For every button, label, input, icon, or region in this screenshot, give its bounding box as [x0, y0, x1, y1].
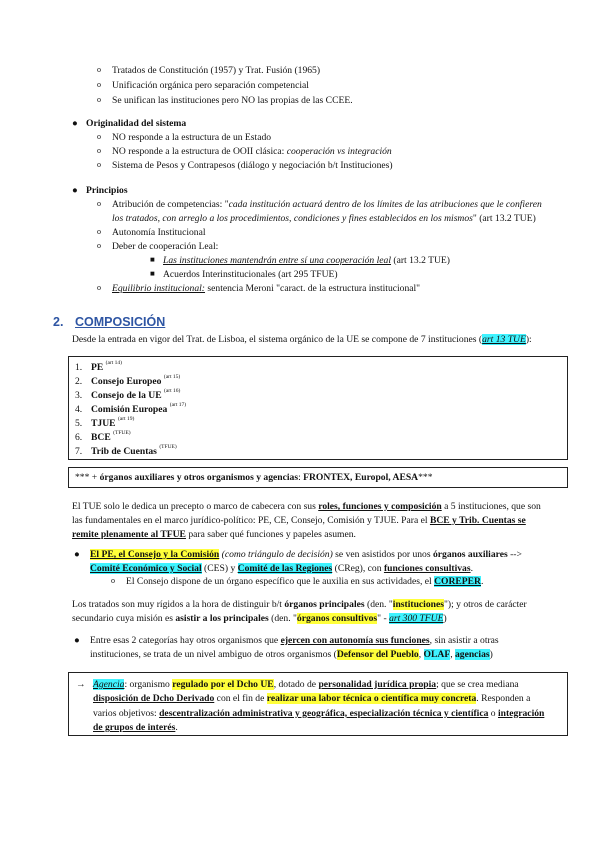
agencia-line: de grupos de interés. [93, 722, 178, 734]
list-item: o NO responde a la estructura de un Estado [97, 132, 272, 143]
institution-row: 3. Consejo de la UE $^{(art 16)}$ [75, 388, 181, 401]
list-item: o Tratados de Constitución (1957) y Trat. Fusión (1965) [97, 65, 321, 76]
list-item-continuation: instituciones, se trata de un nivel ambiguo de otros organismos (Defensor del Pueblo, OLAF, agencias) [90, 649, 493, 660]
intro-paragraph: Desde la entrada en vigor del Trat. de Lisboa, el sistema orgánico de la UE se compone de 7 instituciones (art 13 TUE): [72, 334, 532, 345]
arrow-right-icon: → [76, 679, 86, 690]
list-item: o Unificación orgánica pero separación competencial [97, 80, 309, 91]
institutions-box [68, 356, 568, 460]
bullet-circle: o [97, 80, 101, 89]
institution-row: 1. PE $^{(art 14)}$ [75, 360, 123, 373]
list-item-continuation: los tratados, con arreglo a los procedimientos, condiciones y fines establecidos en los mismos" (art 13.2 TUE) [112, 213, 536, 224]
list-item: o Equilibrio institucional: sentencia Meroni "caract. de la estructura institucional" [97, 283, 421, 294]
bullet-disc: ● [72, 118, 78, 129]
tue-paragraph-line: remite plenamente al TFUE para saber qué funciones y papeles asumen. [72, 529, 356, 540]
principios-heading: ● Principios [72, 185, 128, 196]
institution-row: 7. Trib de Cuentas $^{(TFUE)}$ [75, 444, 177, 457]
bullet-circle: o [97, 95, 101, 104]
list-item: o Atribución de competencias: "cada institución actuará dentro de los límites de las atribuciones que le confieren [97, 199, 542, 210]
agencia-line: disposición de Dcho Derivado con el fin de realizar una labor técnica o científica muy concreta. Responden a [93, 693, 531, 705]
section-heading: 2. COMPOSICIÓN [53, 315, 166, 329]
list-item: o NO responde a la estructura de OOII clásica: cooperación vs integración [97, 146, 392, 157]
bullet-disc: ● [74, 549, 80, 560]
institution-row: 5. TJUE $^{(art 19)}$ [75, 416, 135, 429]
tue-paragraph: El TUE solo le dedica un precepto o marco de cabecera con sus roles, funciones y composición a 5 instituciones, que son [72, 501, 541, 512]
list-item: o Deber de cooperación Leal: [97, 241, 219, 252]
auxiliary-bodies-box: *** + órganos auxiliares y otros organismos y agencias: FRONTEX, Europol, AESA*** [68, 467, 568, 488]
agencia-line: varios objetivos: descentralización administrativa y geográfica, especialización técnica y científica o integración [93, 707, 545, 719]
list-item: o Sistema de Pesos y Contrapesos (diálogo y negociación b/t Instituciones) [97, 160, 393, 171]
list-item-continuation: Comité Económico y Social (CES) y Comité de las Regiones (CReg), con funciones consultivas. [90, 563, 473, 574]
list-item: o Autonomía Institucional [97, 227, 206, 238]
list-item: o Se unifican las instituciones pero NO las propias de las CCEE. [97, 95, 353, 106]
list-item: ■ Acuerdos Interinstitucionales (art 295 TFUE) [150, 269, 338, 280]
institution-row: 6. BCE $^{(TFUE)}$ [75, 430, 131, 443]
list-item: ● Entre esas 2 categorías hay otros organismos que ejercen con autonomía sus funciones, sin asistir a otras [74, 635, 499, 646]
bullet-disc: ● [72, 185, 78, 196]
institution-row: 4. Comisión Europea $^{(art 17)}$ [75, 402, 187, 415]
tue-paragraph-line: las fundamentales en el marco jurídico-político: PE, CE, Consejo, Comisión y TJUE. Para el BCE y Trib. Cuentas se [72, 515, 526, 526]
bullet-circle: o [97, 65, 101, 74]
agencia-line: Agencia: organismo regulado por el Dcho UE, dotado de personalidad jurídica propia; que se crea mediana [93, 679, 519, 690]
tratados-paragraph-line: secundario cuya misión es asistir a los principales (den. "órganos consultivos" - art 300 TFUE) [72, 613, 447, 624]
originalidad-heading: ● Originalidad del sistema [72, 118, 187, 129]
bullet-disc: ● [74, 635, 80, 646]
tratados-paragraph: Los tratados son muy rígidos a la hora de distinguir b/t órganos principales (den. "instituciones"); y otros de carácter [72, 599, 527, 610]
institution-row: 2. Consejo Europeo $^{(art 15)}$ [75, 374, 181, 387]
list-item: ■ Las instituciones mantendrán entre sí una cooperación leal (art 13.2 TUE) [150, 255, 450, 266]
list-item: o El Consejo dispone de un órgano específico que le auxilia en sus actividades, el COREPER. [111, 576, 484, 587]
list-item: ● El PE, el Consejo y la Comisión (como triángulo de decisión) se ven asistidos por unos órganos auxiliares --> [74, 549, 522, 560]
agencia-box [68, 672, 568, 736]
